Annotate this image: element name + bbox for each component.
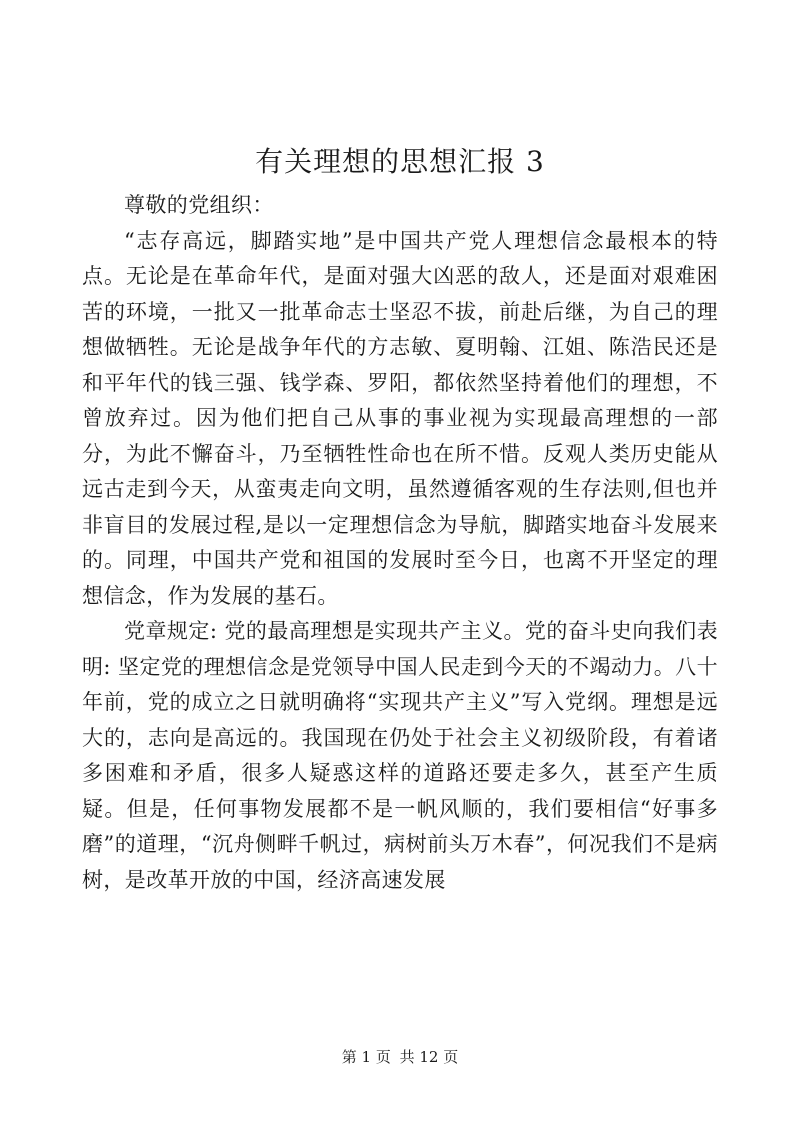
page-footer bbox=[0, 1047, 800, 1067]
document-body bbox=[82, 188, 718, 898]
page-number: 第 1 页 bbox=[341, 1048, 391, 1066]
page-total: 共 12 页 bbox=[399, 1048, 459, 1066]
salutation: 尊敬的党组织： bbox=[124, 193, 274, 217]
document-title: 有关理想的思想汇报 3 bbox=[255, 145, 545, 178]
paragraph-2: 党章规定: 党的最高理想是实现共产主义。党的奋斗史向我们表明: 坚定党的理想信念是党领导中国人民走到今天的不竭动力。八十年前，党的成立之日就明确将“实现共产主义”写入党纲。理想是远大的，志向是高远的。我国现在仍处于社会主义初级阶段，有着诸多困难和矛盾，很多人疑惑这样的道路还要走多久，甚至产生质疑。但是，任何事物发展都不是一帆风顺的，我们要相信“好事多磨”的道理，“沉舟侧畔千帆过，病树前头万木春”，何况我们不是病树，是改革开放的中国，经济高速发展 bbox=[82, 619, 718, 892]
paragraph-1: “志存高远，脚踏实地”是中国共产党人理想信念最根本的特点。无论是在革命年代，是面对强大凶恶的敌人，还是面对艰难困苦的环境，一批又一批革命志士坚忍不拔，前赴后继，为自己的理想做牺牲。无论是战争年代的方志敏、夏明翰、江姐、陈浩民还是和平年代的钱三强、钱学森、罗阳，都依然坚持着他们的理想，不曾放弃过。因为他们把自己从事的事业视为实现最高理想的一部分，为此不懈奋斗，乃至牺牲性命也在所不惜。反观人类历史能从远古走到今天，从蛮夷走向文明，虽然遵循客观的生存法则,但也并非盲目的发展过程,是以一定理想信念为导航，脚踏实地奋斗发展来的。同理，中国共产党和祖国的发展时至今日，也离不开坚定的理想信念，作为发展的基石。 bbox=[82, 228, 718, 608]
